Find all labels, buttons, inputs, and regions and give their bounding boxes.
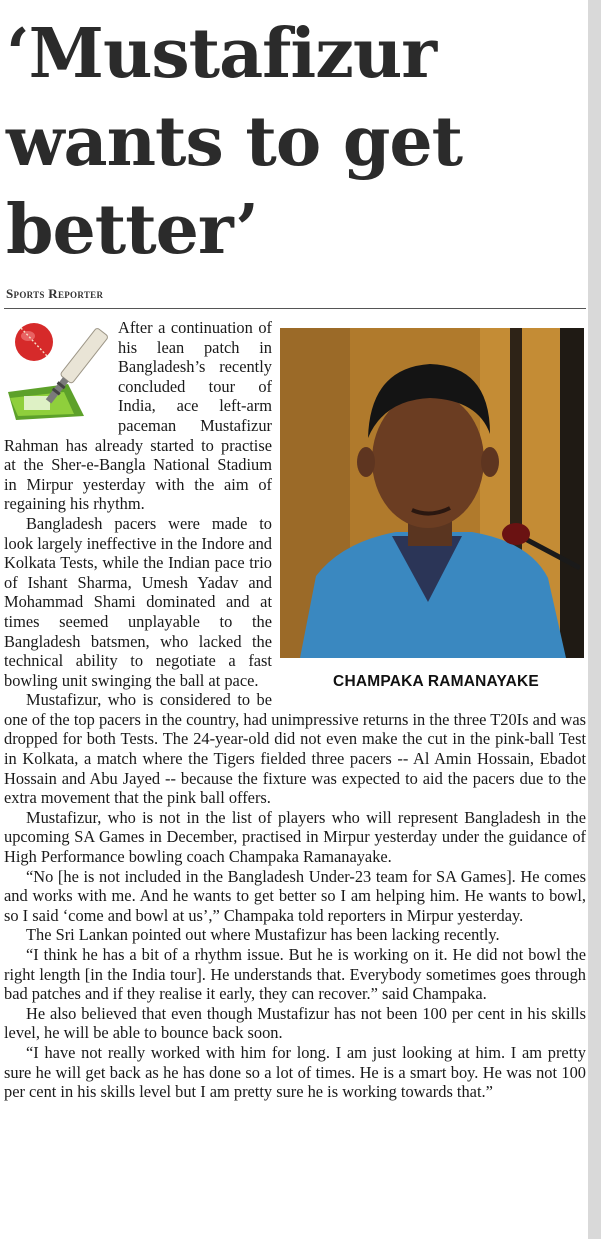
headline: ‘Mustafizur wants to get better’ bbox=[6, 14, 463, 270]
photo-caption: CHAMPAKA RAMANAYAKE bbox=[333, 673, 539, 690]
article-body bbox=[4, 318, 586, 1102]
article-paragraph: Bangladesh pacers were made to look largely ineffective in the Indore and Kolkata Tests, while the Indian pace trio of Ishant Sharma, Umesh Yadav and Mohammad Shami dominated and at times seemed unplayable to the Bangladesh batsmen, who lacked the technical ability to negotiate a fast bowling unit swinging the ball at pace. bbox=[4, 513, 272, 690]
divider bbox=[4, 308, 586, 309]
article-paragraph: “I have not really worked with him for long. I am just looking at him. I am pretty sure he will get back as he has done so a lot of times. He is a smart boy. He was not 100 per cent in his skills level but I am pretty sure he is working towards that.” bbox=[4, 1042, 586, 1102]
article-paragraph: Mustafizur, who is not in the list of players who will represent Bangladesh in the upcoming SA Games in December, practised in Mirpur yesterday under the guidance of High Performance bowling coach Champaka Ramanayake. bbox=[4, 807, 586, 867]
article-paragraph: “I think he has a bit of a rhythm issue. But he is working on it. He did not bowl the right length [in the India tour]. He understands that. Everybody sometimes goes through bad patches and if they realise it early, they can recover.” said Champaka. bbox=[4, 945, 586, 1004]
cricket-logo-icon bbox=[4, 318, 114, 422]
photo-block bbox=[280, 328, 592, 692]
article-paragraph: After a continuation of his lean patch in Bangladesh’s recently concluded tour of India, ace left-arm paceman Mustafizur Rahman has already started to practise at the Sher-e-Bangla National Stadium in Mirpur yesterday with the aim of regaining his rhythm. bbox=[4, 318, 272, 514]
article-paragraph: He also believed that even though Mustafizur has not been 100 per cent in his skills level, he will be able to bounce back soon. bbox=[4, 1003, 586, 1043]
coach-photo bbox=[280, 328, 584, 658]
article-paragraph: Mustafizur, who is considered to be one of the top pacers in the country, had unimpressive returns in the three T20Is and was dropped for both Tests. The 24-year-old did not even make the cut in the pink-ball Test in Kolkata, a match where the Tigers fielded three pacers -- Al Amin Hossain, Ebadot Hossain and Abu Jayed -- because the fixture was expected to aid the pacers due to the extra movement that the pink ball offers. bbox=[4, 690, 586, 808]
article-paragraph: “No [he is not included in the Bangladesh Under-23 team for SA Games]. He comes and works with me. And he wants to get better so I am helping him. He wants to bowl, so I said ‘come and bowl at us’,” Champaka told reporters in Mirpur yesterday. bbox=[4, 866, 586, 925]
byline: Sports Reporter bbox=[6, 286, 104, 301]
article-paragraph: The Sri Lankan pointed out where Mustafizur has been lacking recently. bbox=[26, 925, 500, 945]
